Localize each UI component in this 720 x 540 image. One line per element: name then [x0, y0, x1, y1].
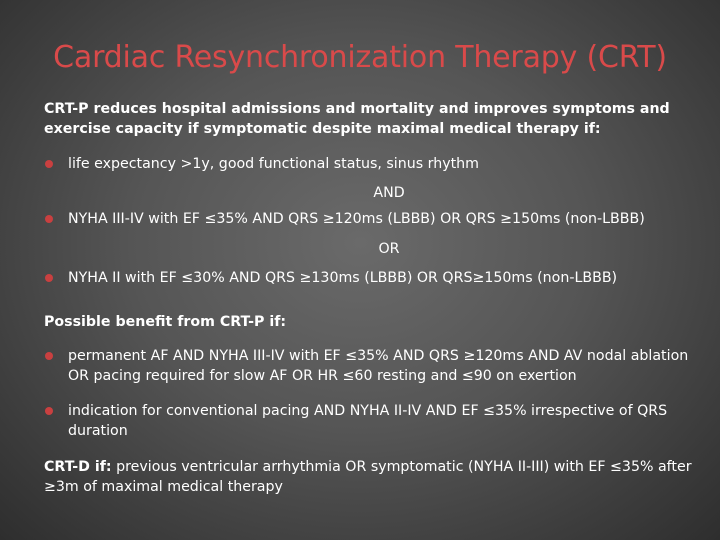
bullet-dot-icon: [45, 215, 53, 223]
benefit-item-permanent-af: [44, 346, 694, 386]
benefit-text: permanent AF AND NYHA III-IV with EF ≤35% AND QRS ≥120ms AND AV nodal ablation OR pacing required for slow AF OR HR ≤60 resting and ≤90 on exertion: [68, 348, 689, 384]
criteria-item-nyha-iii-iv: [44, 209, 694, 229]
benefit-item-conventional-pacing: [44, 401, 694, 441]
criteria-item-nyha-ii: [44, 268, 694, 288]
slide-content: [44, 99, 694, 497]
slide-title: Cardiac Resynchronization Therapy (CRT): [53, 40, 667, 75]
benefit-text: indication for conventional pacing AND NYHA II-IV AND EF ≤35% irrespective of QRS duration: [68, 403, 668, 439]
bullet-dot-icon: [45, 160, 53, 168]
criteria-text: NYHA III-IV with EF ≤35% AND QRS ≥120ms (LBBB) OR QRS ≥150ms (non-LBBB): [68, 211, 645, 227]
or-connector: OR: [378, 241, 400, 257]
bullet-dot-icon: [45, 407, 53, 415]
crt-d-criteria: [44, 457, 694, 497]
and-connector: AND: [373, 185, 405, 201]
possible-benefit-heading: Possible benefit from CRT-P if:: [44, 314, 287, 330]
crt-d-label: CRT-D if:: [44, 459, 112, 475]
criteria-text: life expectancy >1y, good functional status, sinus rhythm: [68, 156, 479, 172]
crt-p-intro: CRT-P reduces hospital admissions and mortality and improves symptoms and exercise capacity if symptomatic despite maximal medical therapy if:: [44, 101, 670, 137]
criteria-text: NYHA II with EF ≤30% AND QRS ≥130ms (LBBB) OR QRS≥150ms (non-LBBB): [68, 270, 618, 286]
criteria-item-life-expectancy: [44, 154, 694, 174]
crt-d-text: previous ventricular arrhythmia OR symptomatic (NYHA II-III) with EF ≤35% after ≥3m of maximal medical therapy: [44, 459, 692, 495]
bullet-dot-icon: [45, 274, 53, 282]
bullet-dot-icon: [45, 352, 53, 360]
